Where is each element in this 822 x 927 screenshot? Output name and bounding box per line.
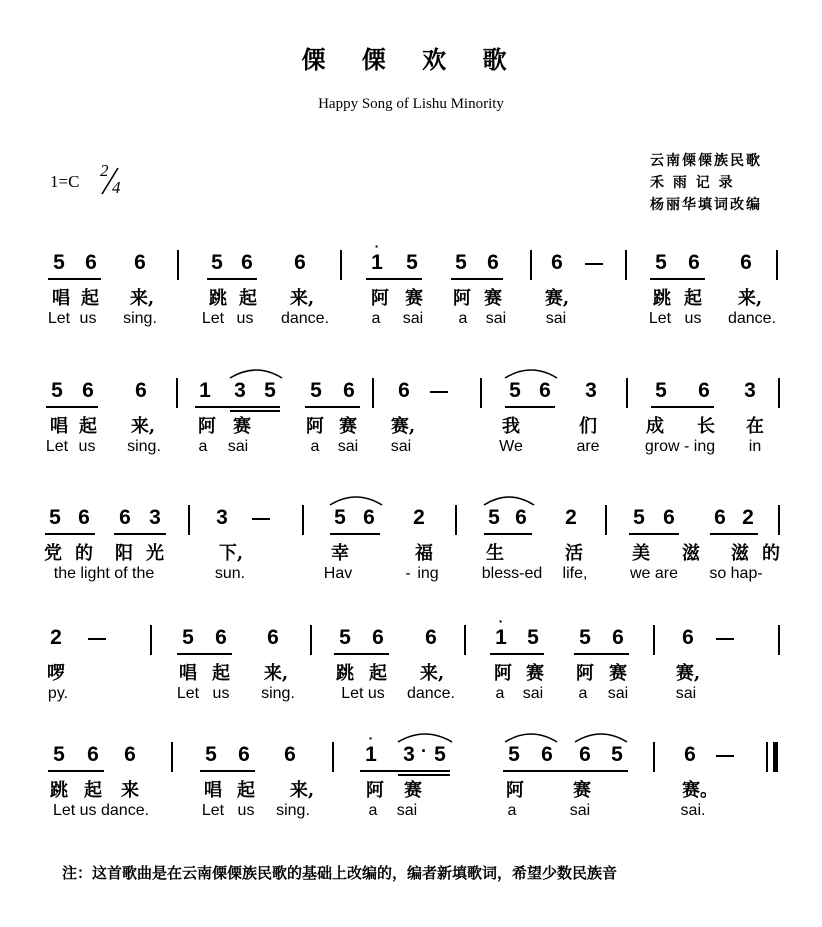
lyric-english: a [458, 310, 468, 327]
lyric-english: a [368, 802, 378, 819]
lyric-english: us [237, 802, 255, 819]
score-line-1 [0, 238, 822, 345]
lyric-chinese: 起 [237, 780, 255, 801]
note: 5 [655, 251, 667, 274]
lyric-english: sai [227, 438, 249, 455]
extension-dash [585, 263, 603, 265]
note: 5 [49, 506, 61, 529]
note: 5 [579, 626, 591, 649]
underline [48, 770, 104, 772]
lyric-chinese: 阿 [453, 288, 471, 309]
note: 5 [508, 743, 520, 766]
song-subtitle: Happy Song of Lishu Minority [318, 96, 504, 112]
note: 5 [53, 251, 65, 274]
underline [574, 653, 629, 655]
note: 3 [744, 379, 756, 402]
barline [626, 378, 628, 408]
barline [530, 250, 532, 280]
credit-recorder: 禾 雨 记 录 [650, 175, 735, 191]
note: 6 [135, 379, 147, 402]
lyric-english: sai [607, 685, 629, 702]
lyric-chinese: 唱 [204, 780, 222, 801]
barline [150, 625, 152, 655]
lyric-chinese: 唱 [50, 416, 68, 437]
note: 5 [455, 251, 467, 274]
note: 6 [82, 379, 94, 402]
lyric-english: us [79, 310, 97, 327]
note: 6 [238, 743, 250, 766]
lyric-chinese: 阳 [115, 543, 133, 564]
underline [710, 533, 758, 535]
lyric-english: sai [545, 310, 567, 327]
lyric-english: a [310, 438, 320, 455]
meter-denominator: 4 [112, 178, 121, 197]
lyric-english: sing. [127, 438, 161, 455]
lyric-chinese: 来, [130, 416, 156, 437]
lyric-chinese: 赛 [233, 416, 251, 437]
lyric-english: Let [47, 310, 71, 327]
lyric-english: Let [648, 310, 672, 327]
lyric-chinese: 赛 [526, 663, 544, 684]
lyric-chinese: 起 [239, 288, 257, 309]
note: 5 [434, 743, 446, 766]
barline [372, 378, 374, 408]
note: 5 [655, 379, 667, 402]
slur [503, 730, 559, 744]
underline [366, 278, 422, 280]
final-barline-thick [773, 742, 778, 772]
extension-dash [430, 391, 448, 393]
lyric-english: dance. [406, 685, 456, 702]
lyric-english: dance. [727, 310, 777, 327]
lyric-chinese: 的 [762, 543, 780, 564]
note: 3 [216, 506, 228, 529]
lyric-english: sai [522, 685, 544, 702]
lyric-english: sai [337, 438, 359, 455]
note: 2 [565, 506, 577, 529]
lyric-english: grow - ing [644, 438, 716, 455]
lyric-chinese: 赛, [390, 416, 416, 437]
note: 6 [363, 506, 375, 529]
lyric-chinese: 来, [289, 288, 315, 309]
lyric-chinese: 跳 [336, 663, 354, 684]
lyric-chinese: 我 [502, 416, 520, 437]
note: 6 [78, 506, 90, 529]
lyric-english: us [684, 310, 702, 327]
barline [605, 505, 607, 535]
lyric-english: a [371, 310, 381, 327]
lyric-chinese: 赛, [675, 663, 701, 684]
lyric-chinese: 长 [697, 416, 715, 437]
lyric-english: a [495, 685, 505, 702]
underline [207, 278, 257, 280]
dotted-note-mark: · [421, 741, 427, 761]
note: 1 [199, 379, 211, 402]
lyric-chinese: 滋 [731, 543, 749, 564]
lyric-english: sai [485, 310, 507, 327]
barline [464, 625, 466, 655]
note: 1 [495, 626, 507, 649]
lyric-chinese: 来, [419, 663, 445, 684]
lyric-english: sai [569, 802, 591, 819]
note: 6 [284, 743, 296, 766]
lyric-chinese: 党 [44, 543, 62, 564]
lyric-english: a [507, 802, 517, 819]
note: 5 [339, 626, 351, 649]
barline [177, 250, 179, 280]
underline [334, 653, 389, 655]
note: 6 [85, 251, 97, 274]
extension-dash [252, 518, 270, 520]
note: 5 [509, 379, 521, 402]
lyric-english: sing. [261, 685, 295, 702]
barline [455, 505, 457, 535]
lyric-chinese: 阿 [494, 663, 512, 684]
lyric-english: in [748, 438, 762, 455]
barline [310, 625, 312, 655]
note: 1 [371, 251, 383, 274]
underline [360, 770, 450, 772]
lyric-chinese: 阿 [576, 663, 594, 684]
lyric-chinese: 在 [746, 416, 764, 437]
underline [629, 533, 679, 535]
lyric-chinese: 唱 [52, 288, 70, 309]
lyric-chinese: 们 [579, 416, 597, 437]
note: 2 [413, 506, 425, 529]
barline [778, 625, 780, 655]
high-octave-dot: · [374, 238, 380, 254]
note: 6 [343, 379, 355, 402]
barline [340, 250, 342, 280]
lyric-english: are [576, 438, 600, 455]
lyric-chinese: 起 [684, 288, 702, 309]
slur [482, 493, 536, 507]
note: 2 [50, 626, 62, 649]
lyric-chinese: 来, [737, 288, 763, 309]
lyric-english: sai [396, 802, 418, 819]
lyric-chinese: 起 [79, 416, 97, 437]
lyric-chinese: 起 [369, 663, 387, 684]
note: 3 [149, 506, 161, 529]
note: 3 [585, 379, 597, 402]
lyric-english: bless-ed [481, 565, 543, 582]
barline [653, 742, 655, 772]
underline [451, 278, 503, 280]
note: 6 [688, 251, 700, 274]
lyric-english: we are [629, 565, 679, 582]
slur [396, 730, 454, 744]
lyric-english: Hav [323, 565, 353, 582]
lyric-english: Let [45, 438, 69, 455]
lyric-chinese: 赛 [339, 416, 357, 437]
note: 5 [488, 506, 500, 529]
lyric-chinese: 成 [646, 416, 664, 437]
barline [188, 505, 190, 535]
lyric-english: sai. [680, 802, 706, 819]
slur [328, 493, 384, 507]
lyric-chinese: 唱 [179, 663, 197, 684]
underline [330, 533, 380, 535]
lyric-chinese: 赛, [544, 288, 570, 309]
note: 6 [684, 743, 696, 766]
lyric-chinese: 生 [486, 543, 504, 564]
underline [46, 406, 98, 408]
underline [200, 770, 255, 772]
key-signature: 1=C [50, 172, 80, 191]
lyric-chinese: 赛。 [682, 780, 718, 801]
note: 6 [372, 626, 384, 649]
lyric-chinese: 阿 [306, 416, 324, 437]
lyric-chinese: 赛 [405, 288, 423, 309]
note: 5 [51, 379, 63, 402]
note: 6 [541, 743, 553, 766]
lyric-chinese: 福 [415, 543, 433, 564]
lyric-chinese: 来, [129, 288, 155, 309]
extension-dash [716, 755, 734, 757]
lyric-english: sun. [214, 565, 246, 582]
note: 3 [403, 743, 415, 766]
note: 1 [365, 743, 377, 766]
lyric-chinese: 赛 [404, 780, 422, 801]
note: 5 [264, 379, 276, 402]
lyric-english: us [78, 438, 96, 455]
barline [480, 378, 482, 408]
lyric-english: us [236, 310, 254, 327]
final-barline-thin [766, 742, 768, 772]
lyric-english: py. [47, 685, 69, 702]
note: 6 [487, 251, 499, 274]
note: 6 [215, 626, 227, 649]
note: 6 [294, 251, 306, 274]
note: 6 [539, 379, 551, 402]
slur [573, 730, 629, 744]
lyric-english: sing. [276, 802, 310, 819]
lyric-chinese: 阿 [506, 780, 524, 801]
slur [228, 366, 284, 380]
barline [778, 378, 780, 408]
note: 6 [267, 626, 279, 649]
lyric-english: sai [390, 438, 412, 455]
lyric-chinese: 来, [289, 780, 315, 801]
footnote: 注：这首歌曲是在云南傈傈族民歌的基础上改编的，编者新填歌词，希望少数民族音 [62, 864, 618, 882]
lyric-chinese: 光 [146, 543, 164, 564]
lyric-chinese: 阿 [198, 416, 216, 437]
score-line-2 [0, 378, 822, 473]
lyric-english: dance. [280, 310, 330, 327]
underline [505, 406, 555, 408]
note: 6 [87, 743, 99, 766]
lyric-english: Let us [341, 685, 385, 702]
lyric-chinese: 跳 [653, 288, 671, 309]
underline [484, 533, 532, 535]
underline [48, 278, 101, 280]
lyric-chinese: 的 [75, 543, 93, 564]
note: 5 [406, 251, 418, 274]
underline [651, 406, 714, 408]
extension-dash [88, 638, 106, 640]
lyric-chinese: 来 [121, 780, 139, 801]
note: 3 [234, 379, 246, 402]
lyric-chinese: 来, [263, 663, 289, 684]
lyric-chinese: 下, [218, 543, 244, 564]
high-octave-dot: · [498, 613, 504, 629]
note: 6 [698, 379, 710, 402]
lyric-chinese: 幸 [331, 543, 349, 564]
note: 6 [398, 379, 410, 402]
lyric-chinese: 跳 [50, 780, 68, 801]
lyric-chinese: 阿 [371, 288, 389, 309]
note: 5 [310, 379, 322, 402]
lyric-english: the light of the [53, 565, 155, 582]
note: 6 [682, 626, 694, 649]
lyric-chinese: 赛 [573, 780, 591, 801]
note: 6 [515, 506, 527, 529]
lyric-chinese: 赛 [484, 288, 502, 309]
lyric-english: Let [201, 310, 225, 327]
underline [305, 406, 360, 408]
barline [332, 742, 334, 772]
lyric-chinese: 起 [81, 288, 99, 309]
lyric-english: - [405, 565, 411, 582]
note: 6 [124, 743, 136, 766]
lyric-chinese: 滋 [682, 543, 700, 564]
note: 6 [551, 251, 563, 274]
note: 5 [527, 626, 539, 649]
lyric-english: We [499, 438, 523, 455]
lyric-english: ing [417, 565, 439, 582]
lyric-chinese: 跳 [209, 288, 227, 309]
lyric-english: Let us dance. [52, 802, 150, 819]
credit-lyricist: 杨丽华填词改编 [650, 197, 762, 213]
lyric-chinese: 起 [212, 663, 230, 684]
barline [302, 505, 304, 535]
song-title: 傈 傈 欢 歌 [301, 45, 521, 74]
score-line-5 [0, 730, 822, 837]
barline [776, 250, 778, 280]
lyric-english: sai [402, 310, 424, 327]
note: 6 [119, 506, 131, 529]
note: 5 [611, 743, 623, 766]
barline [176, 378, 178, 408]
note: 2 [742, 506, 754, 529]
lyric-english: us [212, 685, 230, 702]
note: 6 [579, 743, 591, 766]
credit-origin: 云南傈傈族民歌 [650, 153, 762, 169]
score-line-3 [0, 505, 822, 600]
barline [625, 250, 627, 280]
note: 6 [663, 506, 675, 529]
lyric-english: life, [562, 565, 588, 582]
lyric-chinese: 美 [632, 543, 650, 564]
lyric-chinese: 阿 [366, 780, 384, 801]
lyric-english: Let [176, 685, 200, 702]
note: 5 [53, 743, 65, 766]
note: 5 [334, 506, 346, 529]
underline [195, 406, 280, 408]
note: 5 [633, 506, 645, 529]
underline [177, 653, 232, 655]
note: 6 [425, 626, 437, 649]
lyric-chinese: 起 [84, 780, 102, 801]
high-octave-dot: · [368, 730, 374, 746]
lyric-english: Let [201, 802, 225, 819]
lyric-english: a [578, 685, 588, 702]
note: 6 [612, 626, 624, 649]
note: 5 [182, 626, 194, 649]
note: 6 [241, 251, 253, 274]
lyric-english: sing. [123, 310, 157, 327]
underline [490, 653, 544, 655]
lyric-chinese: 赛 [609, 663, 627, 684]
lyric-english: so hap- [709, 565, 763, 582]
note: 6 [740, 251, 752, 274]
slur [503, 366, 559, 380]
lyric-english: a [198, 438, 208, 455]
lyric-chinese: 啰 [47, 663, 65, 684]
barline [171, 742, 173, 772]
underline [503, 770, 628, 772]
note: 6 [134, 251, 146, 274]
barline [653, 625, 655, 655]
lyric-english: sai [675, 685, 697, 702]
lyric-chinese: 活 [565, 543, 583, 564]
underline [114, 533, 166, 535]
barline [778, 505, 780, 535]
score-line-4 [0, 613, 822, 720]
extension-dash [716, 638, 734, 640]
note: 6 [714, 506, 726, 529]
meter-numerator: 2 [100, 161, 109, 180]
underline [650, 278, 705, 280]
note: 5 [211, 251, 223, 274]
note: 5 [205, 743, 217, 766]
underline [45, 533, 95, 535]
